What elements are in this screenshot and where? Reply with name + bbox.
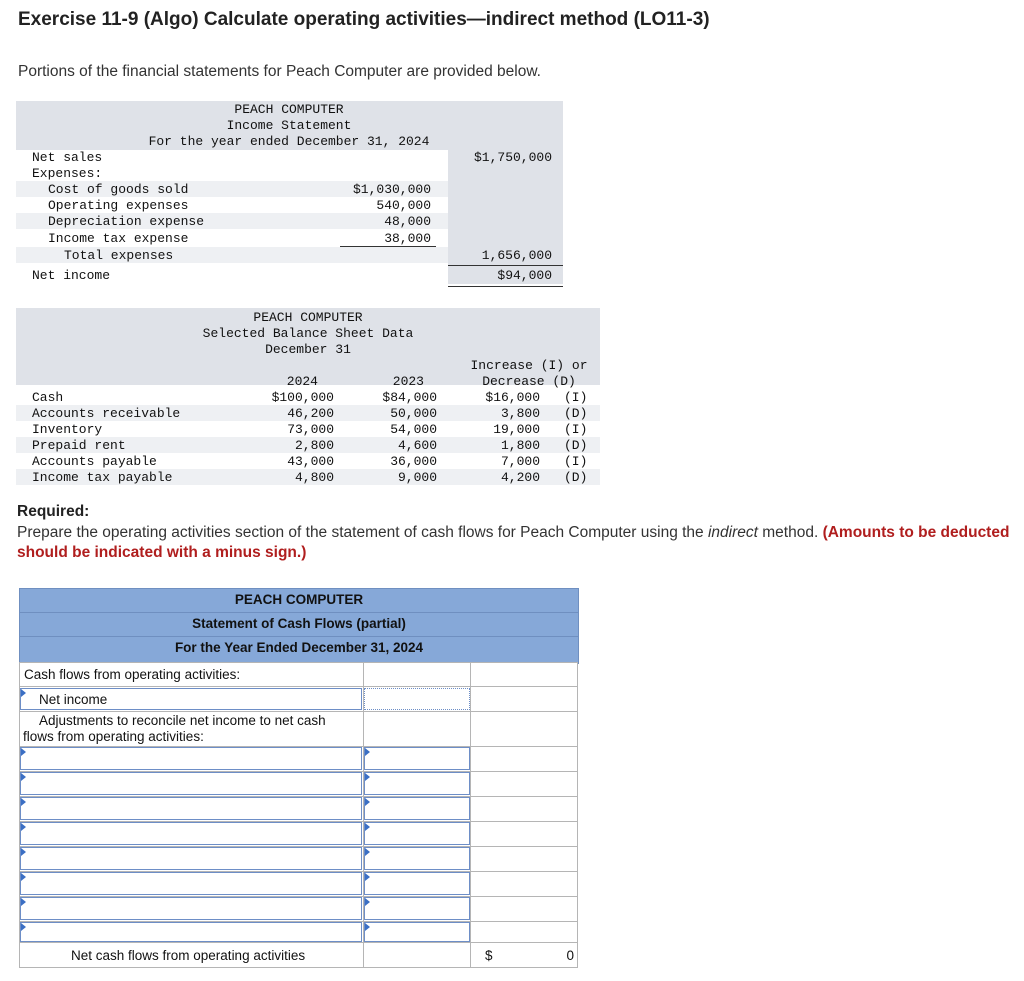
- blank-cell: [470, 746, 578, 772]
- adjustment-description-input[interactable]: [20, 747, 362, 770]
- expense-label: Depreciation expense: [48, 214, 205, 229]
- intro-text: Portions of the financial statements for Peach Computer are provided below.: [18, 63, 541, 80]
- net-cash-flows-total: 0: [566, 948, 574, 963]
- expense-value: 540,000: [376, 198, 431, 213]
- dropdown-marker-icon: [21, 898, 26, 906]
- value-2023: 54,000: [390, 422, 437, 437]
- dropdown-marker-icon: [365, 798, 370, 806]
- statement-company: PEACH COMPUTER: [234, 592, 364, 607]
- dropdown-marker-icon: [365, 898, 370, 906]
- minus-sign-note: (Amounts to be deducted should be indicated with a minus sign.): [17, 524, 1010, 561]
- dropdown-marker-icon: [365, 923, 370, 931]
- change-header: Increase (I) or: [470, 358, 588, 373]
- blank-cell: [470, 896, 578, 922]
- value-2023: $84,000: [382, 390, 437, 405]
- net-income-rule: [448, 286, 563, 287]
- header-divider: [19, 612, 579, 613]
- dropdown-marker-icon: [21, 823, 26, 831]
- row-label: Inventory: [32, 422, 103, 437]
- adjustment-amount-input[interactable]: [364, 922, 470, 942]
- value-2023: 50,000: [390, 406, 437, 421]
- required-text: [17, 523, 1017, 563]
- required-instruction-end: method.: [757, 524, 823, 541]
- dropdown-marker-icon: [21, 773, 26, 781]
- header-divider: [19, 636, 579, 637]
- net-income-label: Net income: [32, 268, 111, 283]
- adjustment-amount-input[interactable]: [364, 847, 470, 870]
- change-value: 1,800: [500, 438, 540, 453]
- value-2023: 9,000: [397, 470, 437, 485]
- change-direction: (I): [564, 454, 588, 469]
- adjustment-amount-input[interactable]: [364, 897, 470, 920]
- change-value: 3,800: [500, 406, 540, 421]
- exercise-title: Exercise 11-9 (Algo) Calculate operating activities—indirect method (LO11-3): [18, 9, 710, 30]
- dropdown-marker-icon: [365, 823, 370, 831]
- dropdown-marker-icon: [21, 873, 26, 881]
- blank-cell: [363, 942, 471, 968]
- blank-cell: [470, 771, 578, 797]
- blank-cell: [470, 686, 578, 712]
- total-expenses-value: 1,656,000: [481, 248, 552, 263]
- income-right-band: [448, 150, 563, 284]
- value-2024: $100,000: [271, 390, 334, 405]
- blank-cell: [470, 796, 578, 822]
- change-direction: (D): [564, 438, 588, 453]
- column-header-2024: 2024: [286, 374, 318, 389]
- blank-cell: [363, 711, 471, 747]
- expense-value: 38,000: [384, 231, 431, 246]
- change-header: Decrease (D): [482, 374, 576, 389]
- change-value: 7,000: [500, 454, 540, 469]
- statement-title: Statement of Cash Flows (partial): [192, 616, 406, 631]
- balance-date: December 31: [265, 342, 351, 357]
- change-direction: (I): [564, 390, 588, 405]
- adjustment-description-input[interactable]: [20, 847, 362, 870]
- adjustment-amount-input[interactable]: [364, 797, 470, 820]
- change-value: 4,200: [500, 470, 540, 485]
- blank-cell: [470, 662, 578, 687]
- adjustment-amount-input[interactable]: [364, 822, 470, 845]
- row-label: Accounts payable: [32, 454, 157, 469]
- value-2023: 36,000: [390, 454, 437, 469]
- net-income-value: $94,000: [497, 268, 552, 283]
- blank-cell: [470, 821, 578, 847]
- dropdown-marker-icon: [21, 923, 26, 931]
- balance-company: PEACH COMPUTER: [253, 310, 363, 325]
- adjustment-description-input[interactable]: [20, 822, 362, 845]
- value-2024: 43,000: [287, 454, 334, 469]
- dropdown-marker-icon: [365, 773, 370, 781]
- required-instruction: Prepare the operating activities section of the statement of cash flows for Peach Computer using the: [17, 524, 708, 541]
- blank-cell: [470, 921, 578, 943]
- adjustment-description-input[interactable]: [20, 797, 362, 820]
- income-title: Income Statement: [226, 118, 352, 133]
- row-label: Accounts receivable: [32, 406, 181, 421]
- change-value: 19,000: [493, 422, 540, 437]
- column-header-2023: 2023: [392, 374, 424, 389]
- total-rule: [448, 265, 563, 266]
- change-direction: (I): [564, 422, 588, 437]
- total-expenses-label: Total expenses: [64, 248, 174, 263]
- expenses-label: Expenses:: [32, 166, 103, 181]
- expense-label: Operating expenses: [48, 198, 189, 213]
- adjustment-amount-input[interactable]: [364, 772, 470, 795]
- row-label: Cash: [32, 390, 64, 405]
- adjustment-description-input[interactable]: [20, 897, 362, 920]
- dropdown-marker-icon: [21, 689, 26, 697]
- row-label: Prepaid rent: [32, 438, 126, 453]
- value-2024: 73,000: [287, 422, 334, 437]
- change-direction: (D): [564, 406, 588, 421]
- value-2024: 4,800: [294, 470, 334, 485]
- dropdown-marker-icon: [365, 748, 370, 756]
- adjustment-amount-input[interactable]: [364, 747, 470, 770]
- net-cash-flows-label: Net cash flows from operating activities: [71, 948, 306, 963]
- dropdown-marker-icon: [365, 873, 370, 881]
- adjustment-description-input[interactable]: [20, 872, 362, 895]
- blank-cell: [363, 662, 471, 687]
- net-sales-label: Net sales: [32, 150, 103, 165]
- value-2024: 2,800: [294, 438, 334, 453]
- income-company: PEACH COMPUTER: [234, 102, 344, 117]
- value-2024: 46,200: [287, 406, 334, 421]
- operating-section-label: Cash flows from operating activities:: [24, 667, 241, 682]
- blank-cell: [470, 846, 578, 872]
- expense-label: Cost of goods sold: [48, 182, 189, 197]
- net-sales-value: $1,750,000: [473, 150, 552, 165]
- blank-cell: [470, 711, 578, 747]
- blank-cell: [470, 871, 578, 897]
- value-2023: 4,600: [397, 438, 437, 453]
- row-label: Income tax payable: [32, 470, 173, 485]
- expense-value: 48,000: [384, 214, 431, 229]
- dropdown-marker-icon: [365, 848, 370, 856]
- expense-value: $1,030,000: [352, 182, 431, 197]
- required-heading: Required:: [17, 503, 90, 520]
- required-instruction-italic: indirect: [707, 524, 758, 541]
- change-direction: (D): [564, 470, 588, 485]
- expense-label: Income tax expense: [48, 231, 189, 246]
- balance-title: Selected Balance Sheet Data: [202, 326, 414, 341]
- adjustment-description-input[interactable]: [20, 922, 362, 942]
- adjustments-label: Adjustments to reconcile net income to net cash flows from operating activities:: [23, 713, 326, 744]
- change-value: $16,000: [485, 390, 540, 405]
- adjustment-amount-input[interactable]: [364, 872, 470, 895]
- dropdown-marker-icon: [21, 798, 26, 806]
- currency-sign: $: [485, 948, 493, 963]
- income-period: For the year ended December 31, 2024: [148, 134, 430, 149]
- subtotal-rule: [340, 246, 436, 247]
- adjustment-description-input[interactable]: [20, 772, 362, 795]
- dropdown-marker-icon: [21, 748, 26, 756]
- dropdown-marker-icon: [21, 848, 26, 856]
- net-income-amount-input[interactable]: [364, 688, 470, 710]
- statement-period: For the Year Ended December 31, 2024: [174, 640, 424, 655]
- net-income-label: Net income: [39, 692, 108, 707]
